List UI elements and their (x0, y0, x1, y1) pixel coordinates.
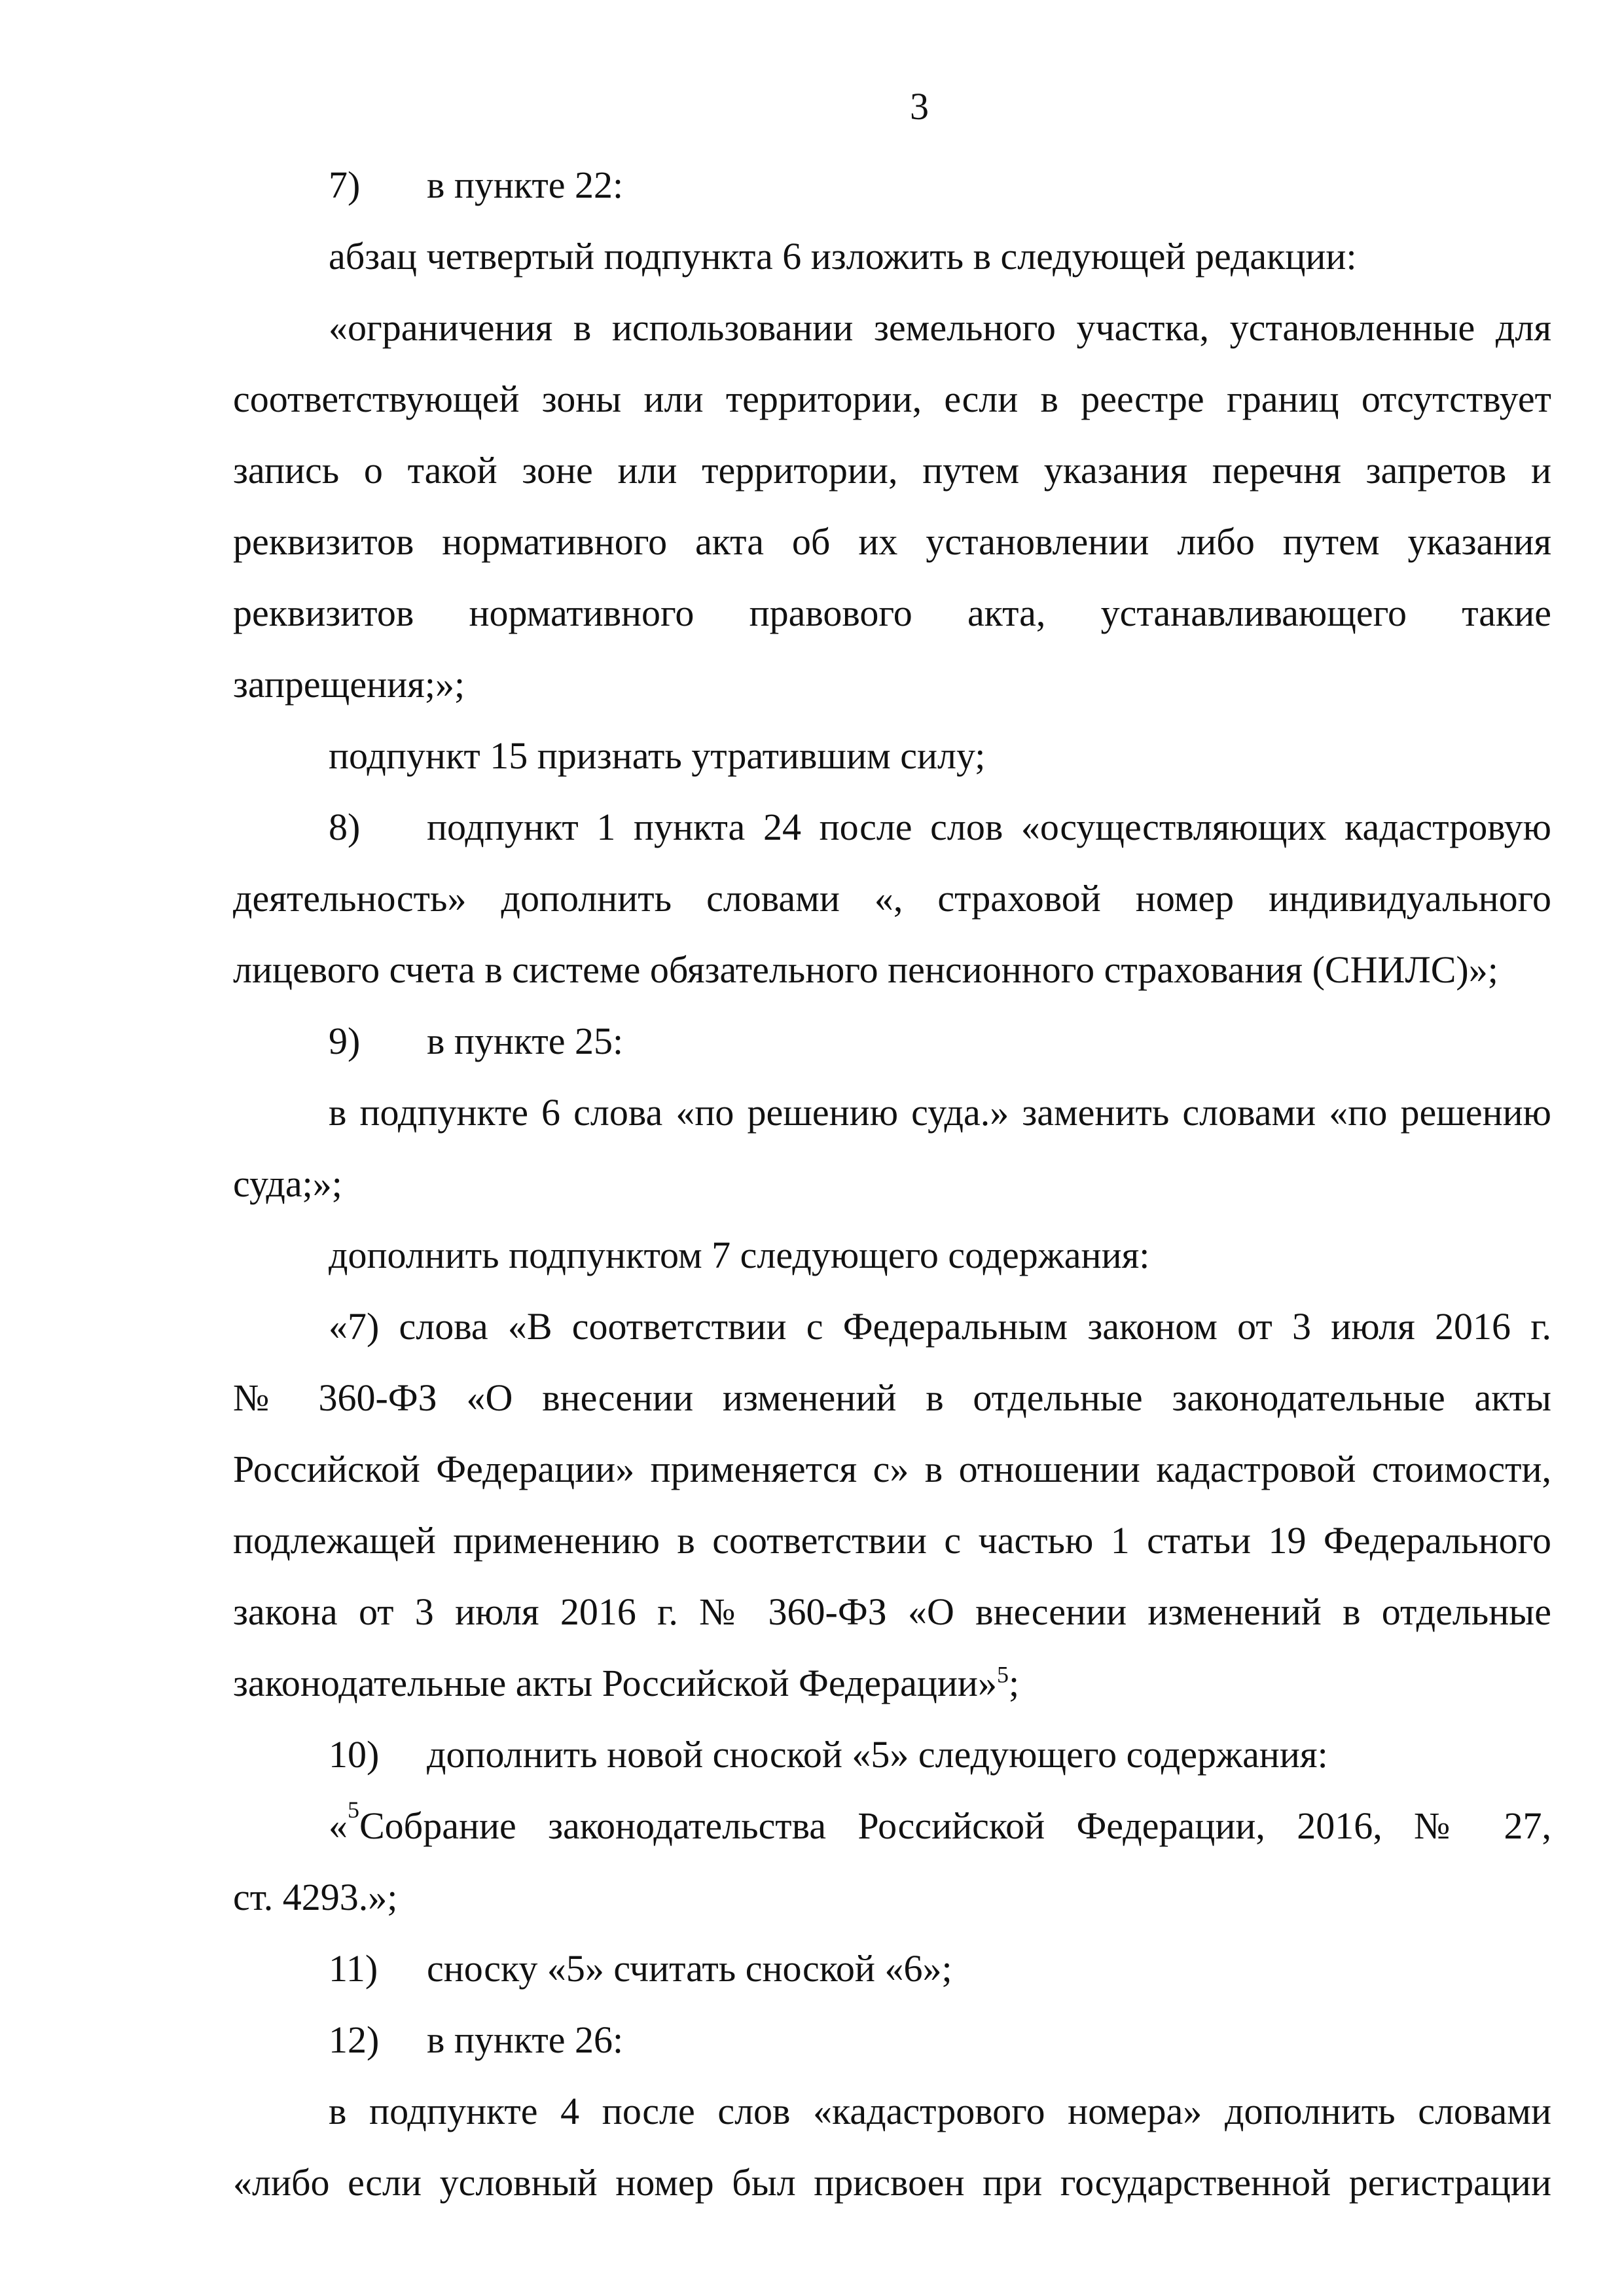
document-body (233, 149, 1551, 2218)
footnote-ref: 5 (996, 1661, 1009, 1688)
paragraph-10-heading (233, 1719, 1551, 1790)
text-fragment: Собрание законодательства Российской Федерации, 2016, № 27, (359, 1804, 1551, 1847)
text-line: Российской Федерации» применяется с» в отношении кадастровой стоимости, (233, 1448, 1551, 1490)
text-line (233, 1647, 1551, 1719)
text-line: «ограничения в использовании земельного участка, установленные для (329, 306, 1551, 349)
item-text: в пункте 26: (427, 2018, 624, 2061)
page-number: 3 (910, 85, 929, 128)
text-line: абзац четвертый подпункта 6 изложить в следующей редакции: (329, 235, 1357, 278)
text-line: № 360-ФЗ «О внесении изменений в отдельные законодательные акты (233, 1376, 1551, 1419)
text-line: соответствующей зоны или территории, если в реестре границ отсутствует (233, 378, 1551, 420)
text-line: запрещения;»; (233, 663, 465, 706)
text-line: в подпункте 4 после слов «кадастрового номера» дополнить словами (329, 2090, 1551, 2132)
text-line: деятельность» дополнить словами «, страховой номер индивидуального (233, 877, 1551, 920)
text-line: лицевого счета в системе обязательного пенсионного страхования (СНИЛС)»; (233, 948, 1498, 991)
paragraph-8-heading (233, 791, 1551, 863)
footnote-line (233, 1790, 1551, 1861)
text-line: в подпункте 6 слова «по решению суда.» заменить словами «по решению (329, 1091, 1551, 1134)
paragraph-9-heading (233, 1005, 1551, 1077)
text-line: реквизитов нормативного правового акта, устанавливающего такие (233, 592, 1551, 634)
text-fragment: ; (1008, 1662, 1020, 1704)
item-number: 8) (329, 806, 361, 848)
item-text: дополнить новой сноской «5» следующего содержания: (427, 1733, 1328, 1776)
text-fragment: « (329, 1804, 348, 1847)
footnote-ref: 5 (348, 1797, 359, 1823)
item-text: сноску «5» считать сноской «6»; (427, 1947, 952, 1990)
text-line: «7) слова «В соответствии с Федеральным законом от 3 июля 2016 г. (329, 1305, 1551, 1348)
text-line: запись о такой зоне или территории, путем указания перечня запретов и (233, 449, 1551, 492)
text-line: закона от 3 июля 2016 г. № 360-ФЗ «О внесении изменений в отдельные (233, 1590, 1551, 1633)
paragraph-7-heading (233, 149, 1551, 221)
item-text: в пункте 22: (427, 164, 624, 206)
text-line: ст. 4293.»; (233, 1876, 398, 1918)
text-line: суда;»; (233, 1162, 342, 1205)
text-line: подлежащей применению в соответствии с частью 1 статьи 19 Федерального (233, 1519, 1551, 1562)
text-line: подпункт 15 признать утратившим силу; (329, 734, 986, 777)
text-line: реквизитов нормативного акта об их установлении либо путем указания (233, 520, 1551, 563)
item-number: 11) (329, 1947, 378, 1990)
text-line: «либо если условный номер был присвоен при государственной регистрации (233, 2161, 1551, 2204)
item-text: подпункт 1 пункта 24 после слов «осуществляющих кадастровую (427, 806, 1551, 848)
text-line: дополнить подпунктом 7 следующего содержания: (329, 1234, 1150, 1276)
paragraph-11-heading (233, 1933, 1551, 2004)
item-number: 7) (329, 164, 361, 206)
paragraph-12-heading (233, 2004, 1551, 2075)
item-number: 12) (329, 2018, 380, 2061)
item-text: в пункте 25: (427, 1020, 624, 1062)
item-number: 10) (329, 1733, 380, 1776)
text-fragment: законодательные акты Российской Федерации» (233, 1662, 997, 1704)
item-number: 9) (329, 1020, 361, 1062)
